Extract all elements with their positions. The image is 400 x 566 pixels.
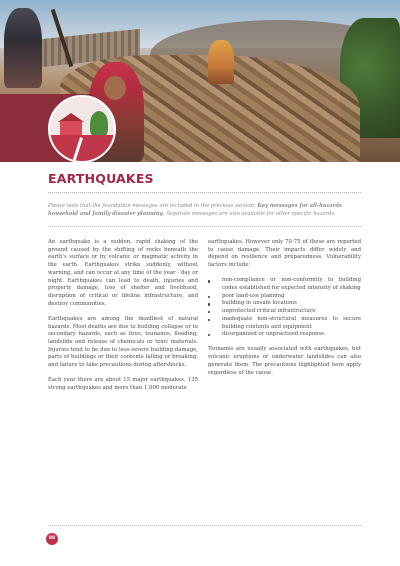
- page-number: 88: [46, 533, 58, 545]
- list-item: building in unsafe locations: [208, 300, 361, 308]
- left-column: [48, 239, 198, 400]
- intro-emphasis: Key messages for all-hazards household and family disaster planning: [48, 203, 342, 218]
- page-title: EARTHQUAKES: [48, 171, 154, 186]
- paragraph: earthquakes. However only 70-75 of these are reported to cause damage. Their impacts differ widely and depend on resilience and preparedness. Vulnerability factors include:: [208, 239, 361, 269]
- divider: [48, 525, 361, 526]
- bullet-icon: [208, 334, 210, 336]
- list-item: inadequate non-structural measures to secure building contents and equipment: [208, 316, 361, 331]
- earthquake-house-crack-icon: [48, 95, 116, 163]
- bullet-icon: [208, 296, 210, 298]
- vulnerability-list: [208, 277, 361, 339]
- divider: [48, 192, 361, 193]
- paragraph: Earthquakes are among the deadliest of natural hazards. Most deaths are due to building collapse or to secondary hazards, such as fires, tsunamis, flooding, landslide and release of chemicals or toxic materials. Injuries tend to be due to less-severe building damage, parts of buildings or their contents falling or breaking, and failure to take precautions during aftershocks.: [48, 315, 198, 369]
- paragraph: Tsunamis are usually associated with earthquakes, but volcanic eruptions or underwater landslides can also generate them. The precautions highlighted here apply regardless of the cause.: [208, 346, 361, 376]
- intro-note: [48, 202, 361, 219]
- list-item: non-compliance or non-conformity to building codes established for expected intensity of shaking: [208, 277, 361, 292]
- hero-person-back: [208, 40, 234, 84]
- list-item: unprotected critical infrastructure: [208, 308, 361, 316]
- list-item: disorganized or unpractised response.: [208, 331, 361, 339]
- hero-person-left: [4, 8, 42, 88]
- bullet-icon: [208, 311, 210, 313]
- right-column: [208, 239, 361, 385]
- divider: [48, 226, 361, 227]
- bullet-icon: [208, 280, 210, 282]
- intro-tail: . Separate messages are also available for other specific hazards.: [163, 211, 336, 218]
- paragraph: Each year there are about 15 major earthquakes, 135 strong earthquakes and more than 1,000 moderate: [48, 377, 198, 391]
- list-item: poor land-use planning: [208, 293, 361, 301]
- bullet-icon: [208, 319, 210, 321]
- intro-lead: Please note that the foundation messages are included in the previous section:: [48, 203, 258, 209]
- bullet-icon: [208, 303, 210, 305]
- paragraph: An earthquake is a sudden, rapid shaking of the ground caused by the shifting of rocks beneath the earth's surface or by volcanic or magmatic activity in the earth. Earthquakes strike suddenly, without warning, and can occur at any time of the year - day or night. Earthquakes can lead to death, injuries and property damage, loss of shelter and livelihood, disruption of critical or lifeline infrastructure, and destroy communities.: [48, 239, 198, 307]
